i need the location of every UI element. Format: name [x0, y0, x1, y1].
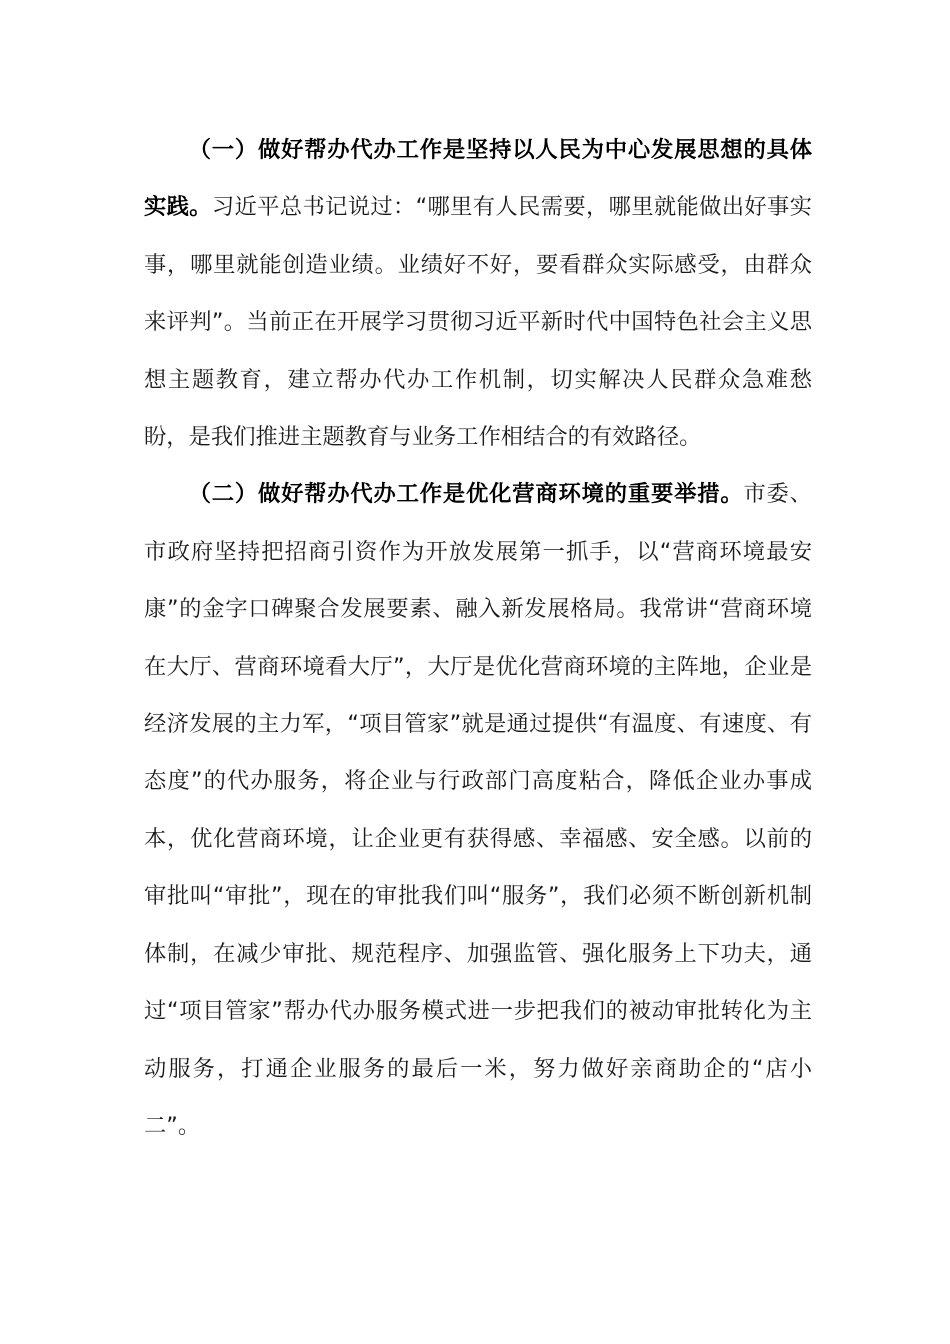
document-body [144, 122, 812, 1155]
paragraph-2-text: 市委、市政府坚持把招商引资作为开放发展第一抓手，以“营商环境最安康”的金字口碑聚合发展要素、融入新发展格局。我常讲“营商环境在大厅、营商环境看大厅”，大厅是优化营商环境的主阵地，企业是经济发展的主力军，“项目管家”就是通过提供“有温度、有速度、有态度”的代办服务，将企业与行政部门高度粘合，降低企业办事成本，优化营商环境，让企业更有获得感、幸福感、安全感。以前的审批叫“审批”，现在的审批我们叫“服务”，我们必须不断创新机制体制，在减少审批、规范程序、加强监管、强化服务上下功夫，通过“项目管家”帮办代办服务模式进一步把我们的被动审批转化为主动服务，打通企业服务的最后一米，努力做好亲商助企的“店小二”。 [144, 481, 812, 1139]
paragraph-1-heading: （一）做好帮办代办工作是坚持以人民为中心发展思想的具体实践。 [144, 137, 812, 221]
paragraph-1 [144, 122, 812, 466]
paragraph-2-heading: （二）做好帮办代办工作是优化营商环境的重要举措。 [188, 481, 744, 508]
paragraph-2 [144, 466, 812, 1155]
paragraph-1-text: 习近平总书记说过：“哪里有人民需要，哪里就能做出好事实事，哪里就能创造业绩。业绩好不好，要看群众实际感受，由群众来评判”。当前正在开展学习贯彻习近平新时代中国特色社会主义思想主题教育，建立帮办代办工作机制，切实解决人民群众急难愁盼，是我们推进主题教育与业务工作相结合的有效路径。 [144, 194, 812, 451]
